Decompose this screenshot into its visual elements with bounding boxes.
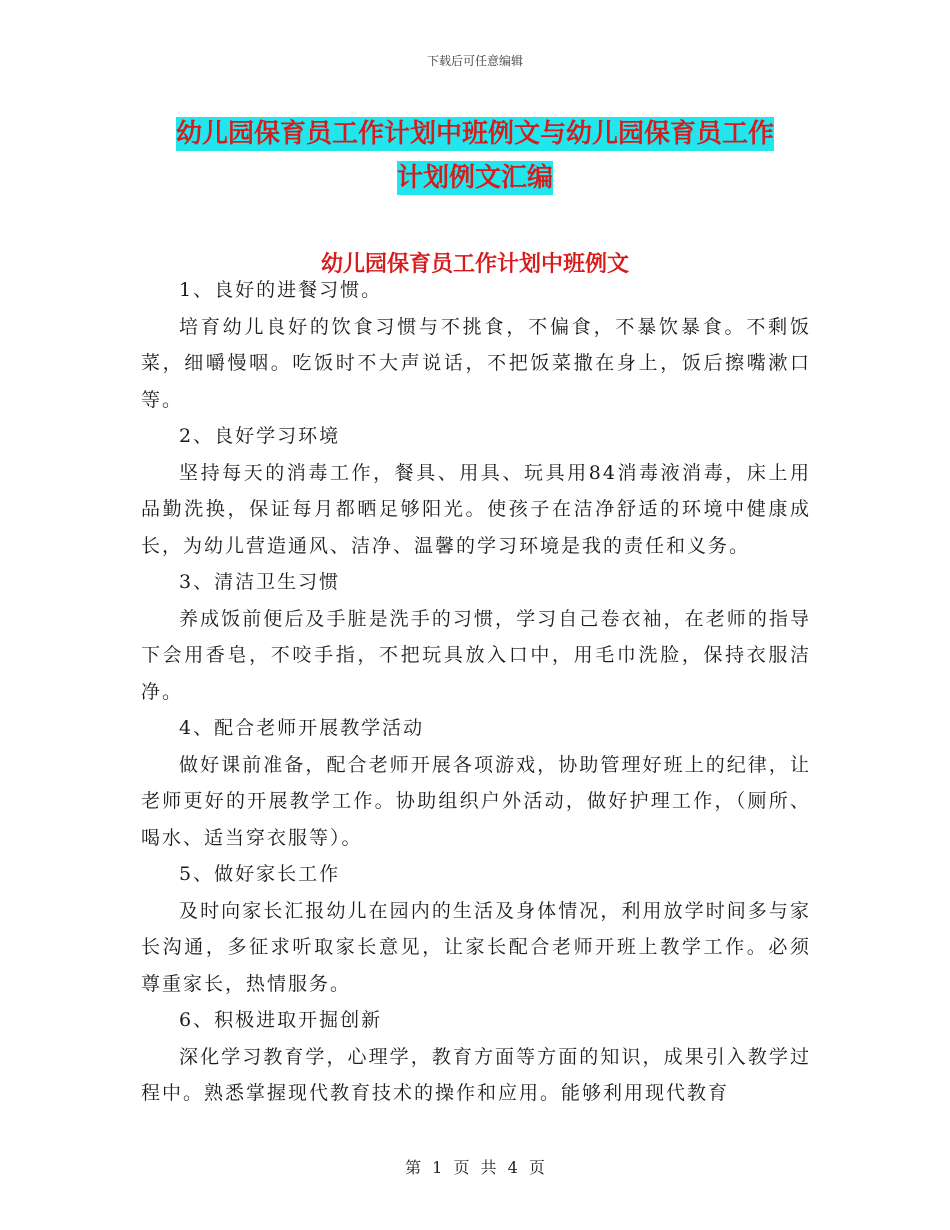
title-line-1-text: 幼儿园保育员工作计划中班例文与幼儿园保育员工作 [175, 119, 774, 149]
paragraph: 做好课前准备，配合老师开展各项游戏，协助管理好班上的纪律，让老师更好的开展教学工作。协助组织户外活动，做好护理工作，（厕所、喝水、适当穿衣服等）。 [141, 753, 811, 849]
document-title-line-2 [0, 157, 950, 194]
paragraph: 5、做好家长工作 [179, 863, 341, 885]
paragraph: 深化学习教育学，心理学，教育方面等方面的知识，成果引入教学过程中。熟悉掌握现代教育技术的操作和应用。能够利用现代教育 [141, 1045, 811, 1104]
title-line-2-text: 计划例文汇编 [396, 163, 553, 193]
page-footer: 第 1 页 共 4 页 [405, 1158, 545, 1177]
body-text [141, 272, 811, 1112]
paragraph: 4、配合老师开展教学活动 [179, 717, 425, 739]
paragraph: 培育幼儿良好的饮食习惯与不挑食，不偏食，不暴饮暴食。不剩饭菜，细嚼慢咽。吃饭时不大声说话，不把饭菜撒在身上，饭后擦嘴漱口等。 [141, 315, 811, 411]
paragraph: 坚持每天的消毒工作，餐具、用具、玩具用84消毒液消毒，床上用品勤洗换，保证每月都晒足够阳光。使孩子在洁净舒适的环境中健康成长，为幼儿营造通风、洁净、温馨的学习环境是我的责任和义务。 [141, 461, 811, 557]
document-title-line-1 [0, 113, 950, 150]
paragraph: 及时向家长汇报幼儿在园内的生活及身体情况，利用放学时间多与家长沟通，多征求听取家长意见，让家长配合老师开班上教学工作。必须尊重家长，热情服务。 [141, 899, 811, 995]
paragraph: 2、良好学习环境 [179, 425, 341, 447]
paragraph: 3、清洁卫生习惯 [179, 571, 341, 593]
section-title: 幼儿园保育员工作计划中班例文 [320, 252, 629, 277]
paragraph: 6、积极进取开掘创新 [179, 1009, 383, 1031]
paragraph: 养成饭前便后及手脏是洗手的习惯，学习自己卷衣袖，在老师的指导下会用香皂，不咬手指，不把玩具放入口中，用毛巾洗脸，保持衣服洁净。 [141, 607, 811, 703]
header-note: 下载后可任意编辑 [426, 54, 523, 68]
paragraph: 1、良好的进餐习惯。 [179, 279, 383, 301]
